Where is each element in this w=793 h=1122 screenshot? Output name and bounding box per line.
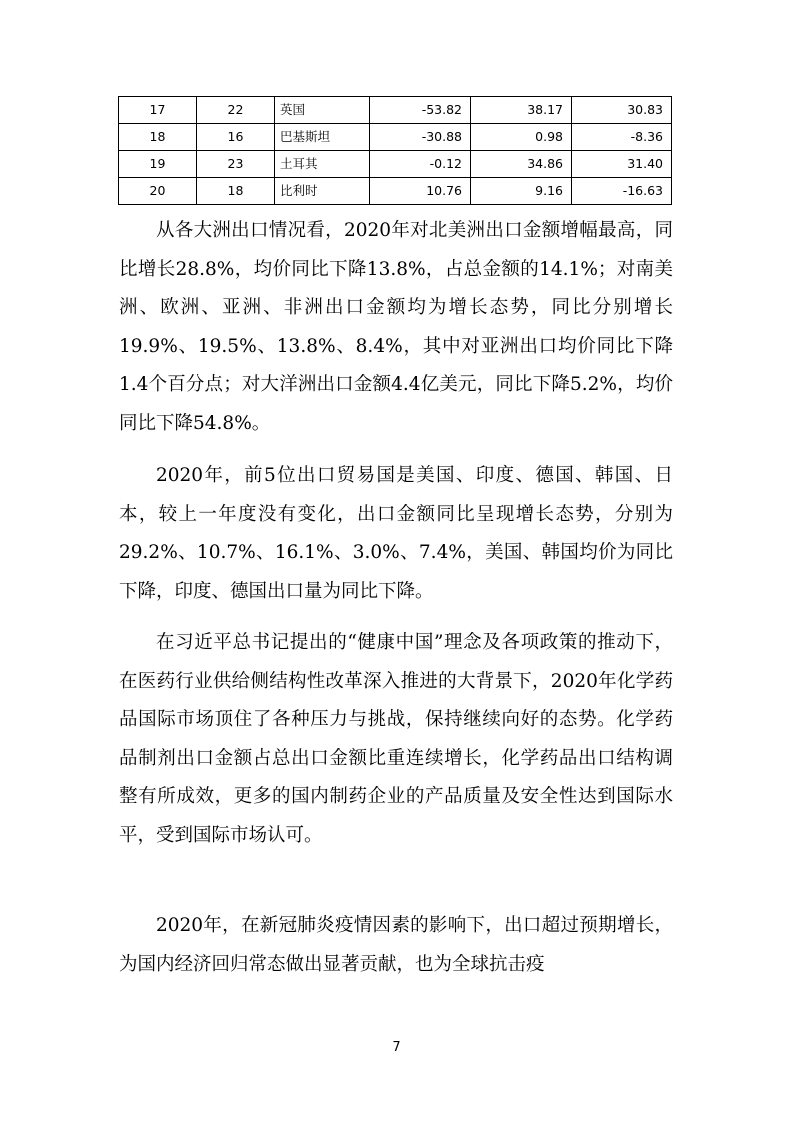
paragraph-top-trade-partners: 2020年，前5位出口贸易国是美国、印度、德国、韩国、日本，较上一年度没有变化，出口金额同比呈现增长态势，分别为29.2%、10.7%、16.1%、3.0%、7.4%，美国、韩国均价为同比下降，印度、德国出口量为同比下降。 <box>119 465 673 602</box>
rank-cell: 17 <box>119 97 197 124</box>
value-cell-3: -8.36 <box>572 124 672 151</box>
value-cell-2: 0.98 <box>471 124 572 151</box>
paragraph-continent-exports: 从各大洲出口情况看，2020年对北美洲出口金额增幅最高，同比增长28.8%，均价同比下降13.8%，占总金额的14.1%；对南美洲、欧洲、亚洲、非洲出口金额均为增长态势，同比分别增长19.9%、19.5%、13.8%、8.4%，其中对亚洲出口均价同比下降1.4个百分点；对大洋洲出口金额4.4亿美元，同比下降5.2%，均价同比下降54.8%。 <box>119 220 673 434</box>
country-cell: 比利时 <box>275 178 370 205</box>
country-cell: 土耳其 <box>275 151 370 178</box>
country-cell: 英国 <box>275 97 370 124</box>
rank-cell: 20 <box>119 178 197 205</box>
value-cell-1: -30.88 <box>370 124 471 151</box>
table-row <box>119 178 672 205</box>
value-cell-3: 31.40 <box>572 151 672 178</box>
value-cell-1: -53.82 <box>370 97 471 124</box>
value-cell-2: 9.16 <box>471 178 572 205</box>
value-cell-3: -16.63 <box>572 178 672 205</box>
prev-rank-cell: 16 <box>197 124 275 151</box>
rank-cell: 18 <box>119 124 197 151</box>
export-data-table <box>118 96 672 205</box>
prev-rank-cell: 18 <box>197 178 275 205</box>
value-cell-1: 10.76 <box>370 178 471 205</box>
value-cell-1: -0.12 <box>370 151 471 178</box>
country-cell: 巴基斯坦 <box>275 124 370 151</box>
prev-rank-cell: 22 <box>197 97 275 124</box>
table-row <box>119 151 672 178</box>
paragraph-policy-context: 在习近平总书记提出的“健康中国”理念及各项政策的推动下，在医药行业供给侧结构性改革深入推进的大背景下，2020年化学药品国际市场顶住了各种压力与挑战，保持继续向好的态势。化学药品制剂出口金额占总出口金额比重连续增长，化学药品出口结构调整有所成效，更多的国内制药企业的产品质量及安全性达到国际水平，受到国际市场认可。 <box>119 632 673 846</box>
table-row <box>119 124 672 151</box>
rank-cell: 19 <box>119 151 197 178</box>
table-row <box>119 97 672 124</box>
value-cell-2: 34.86 <box>471 151 572 178</box>
page-number: 7 <box>392 1040 401 1055</box>
value-cell-3: 30.83 <box>572 97 672 124</box>
prev-rank-cell: 23 <box>197 151 275 178</box>
paragraph-pandemic-impact: 2020年，在新冠肺炎疫情因素的影响下，出口超过预期增长，为国内经济回归常态做出显著贡献，也为全球抗击疫 <box>119 915 673 975</box>
value-cell-2: 38.17 <box>471 97 572 124</box>
